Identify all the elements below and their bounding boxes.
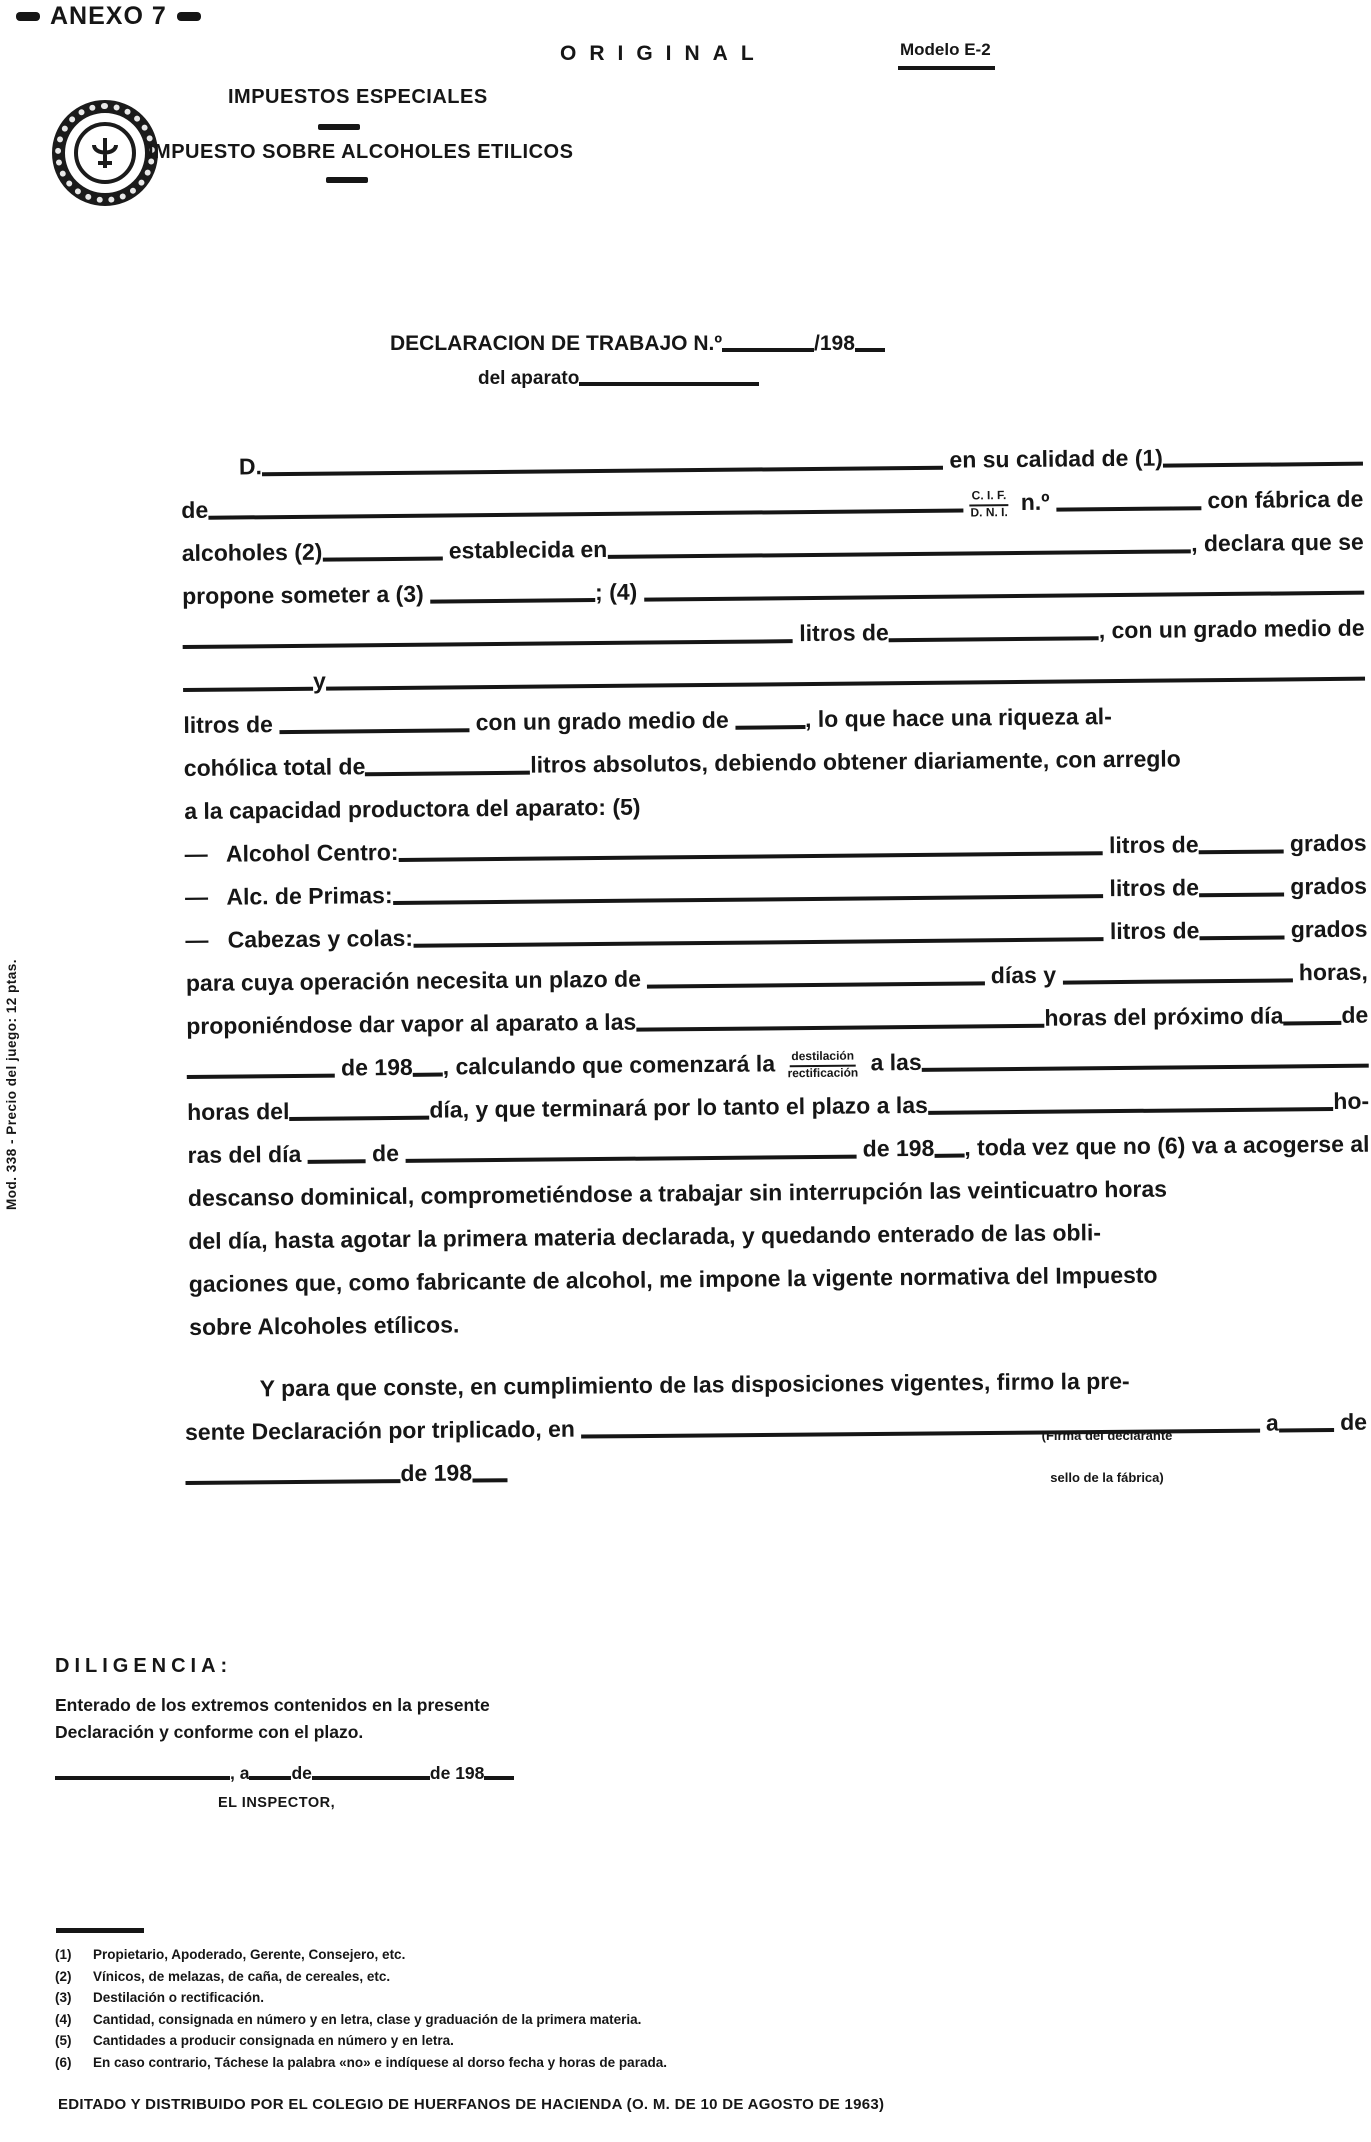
footnote-row [55, 1966, 975, 1988]
tax-department-title: IMPUESTOS ESPECIALES [228, 86, 488, 108]
copy-type-label: ORIGINAL [560, 42, 767, 65]
form-text: sente Declaración por triplicado, en [184, 1415, 582, 1445]
form-text: de [181, 496, 209, 524]
form-text: de [1333, 1408, 1368, 1435]
blank-field [484, 1772, 514, 1780]
blank-field [735, 721, 805, 730]
form-text: horas del próximo día [1044, 1002, 1284, 1031]
form-text: de [1341, 1001, 1369, 1028]
footnote-text: Cantidad, consignada en número y en letra, clase y graduación de la primera materia. [93, 2011, 642, 2027]
form-text: D. [238, 453, 263, 480]
option-top: destilación [789, 1050, 856, 1067]
form-text: grados [1284, 915, 1368, 943]
blank-field [889, 632, 1099, 642]
form-text: de [365, 1139, 406, 1167]
option-bottom: D. N. I. [970, 505, 1008, 520]
blank-field [279, 724, 469, 734]
form-text: a [1259, 1409, 1279, 1436]
form-text: /198 [814, 332, 855, 355]
blank-field [579, 378, 759, 386]
form-text: gaciones que, como fabricante de alcohol, me impone la vigente normativa del Impuesto [188, 1261, 1158, 1297]
form-text: litros de [1102, 831, 1199, 859]
blank-field [183, 683, 313, 692]
blank-field [289, 1112, 429, 1121]
footnote-number: (2) [55, 1968, 72, 1984]
form-text: de 198 [400, 1459, 473, 1487]
form-text: , calculando que comenzará la [442, 1050, 782, 1080]
form-text: días y [984, 961, 1063, 989]
form-text: — Cabezas y colas: [185, 924, 414, 953]
crest-icon [85, 133, 125, 173]
blank-field [312, 1772, 430, 1780]
form-text: litros de [1103, 917, 1200, 945]
form-text: del aparato [478, 368, 580, 389]
apparatus-subtitle [478, 356, 768, 390]
form-text: en su calidad de (1) [942, 444, 1164, 473]
form-text: día, y que terminará por lo tanto el plazo a las [429, 1091, 928, 1123]
signature-note-line: (Firma del declarante [1041, 1428, 1173, 1443]
footnote-row [55, 1987, 975, 2009]
form-text: horas, [1292, 958, 1368, 986]
form-text: ras del día [187, 1140, 308, 1168]
footnote-text: Propietario, Apoderado, Gerente, Consejero, etc. [93, 1947, 406, 1962]
form-text: — Alc. de Primas: [184, 882, 393, 910]
form-text: a la capacidad productora del aparato: (5) [184, 793, 641, 825]
dash-icon [177, 12, 201, 21]
blank-field [607, 545, 1191, 559]
form-text: descanso dominical, comprometiéndose a trabajar sin interrupción las veinticuatro horas [187, 1175, 1168, 1211]
annex-label [16, 2, 201, 31]
blank-field [1199, 845, 1284, 854]
footnote-row [55, 2052, 975, 2074]
separator-dash [318, 124, 360, 130]
diligencia-text-line: Enterado de los extremos contenidos en la presente [55, 1695, 490, 1715]
blank-field [55, 1772, 230, 1780]
form-text: grados [1283, 829, 1367, 857]
form-text: alcoholes (2) [181, 538, 323, 567]
footnote-rule [56, 1928, 144, 1933]
form-text: , lo que hace una riqueza al- [804, 703, 1112, 733]
blank-field [308, 1155, 366, 1164]
declaration-title [390, 318, 860, 356]
blank-field [1199, 888, 1284, 897]
form-text: de 198 [856, 1134, 935, 1162]
diligencia-text-line: Declaración y conforme con el plazo. [55, 1722, 364, 1742]
form-text: , declara que se [1191, 528, 1364, 557]
blank-field [1056, 502, 1201, 511]
blank-field [187, 1070, 335, 1079]
blank-field [1062, 974, 1292, 984]
footnotes [55, 1944, 975, 2073]
agency-seal [52, 100, 158, 206]
form-text: n.º [1014, 488, 1057, 516]
blank-field [928, 1103, 1334, 1115]
inspector-label: EL INSPECTOR, [218, 1795, 336, 1811]
option-bottom: rectificación [787, 1065, 859, 1081]
form-text: , a [230, 1763, 250, 1783]
blank-field [647, 977, 984, 988]
form-model-margin-text: Mod. 338 - Precio del juego: 12 ptas. [4, 958, 19, 1210]
annex-text: ANEXO 7 [50, 2, 167, 30]
seal-emblem-icon [74, 122, 136, 184]
blank-field [472, 1474, 507, 1482]
blank-field [322, 553, 442, 562]
form-text: horas del [187, 1098, 290, 1125]
footnote-number: (4) [55, 2011, 72, 2027]
blank-field [922, 1060, 1369, 1072]
blank-field [430, 594, 595, 604]
form-text: cohólica total de [183, 753, 366, 782]
blank-field [1199, 931, 1284, 940]
form-text: de 198 [429, 1763, 485, 1783]
diligencia-title: DILIGENCIA: [55, 1655, 233, 1677]
publisher-line: EDITADO Y DISTRIBUIDO POR EL COLEGIO DE HUERFANOS DE HACIENDA (O. M. DE 10 DE AGOSTO DE 1963) [58, 2096, 885, 2113]
dash-icon [16, 12, 40, 21]
blank-field [365, 767, 530, 777]
form-text: sobre Alcoholes etílicos. [189, 1311, 460, 1340]
form-body [181, 427, 1371, 1341]
tax-name-title: IMPUESTO SOBRE ALCOHOLES ETILICOS [148, 141, 574, 163]
footnote-text: Destilación o rectificación. [93, 1990, 265, 2005]
blank-field [722, 344, 814, 352]
diligencia-section [55, 1655, 695, 1784]
form-text: ho- [1333, 1087, 1370, 1114]
declaration-title-line [390, 318, 860, 356]
form-text: para cuya operación necesita un plazo de [185, 965, 648, 996]
model-number-label: Modelo E-2 [898, 40, 995, 70]
form-text: del día, hasta agotar la primera materia declarada, y quedando enterado de las obli- [188, 1219, 1102, 1254]
diligencia-date-line [55, 1746, 695, 1784]
blank-field [855, 344, 885, 352]
footnote-text: En caso contrario, Táchese la palabra «no» e indíquese al dorso fecha y horas de parada. [93, 2054, 667, 2070]
footnote-number: (6) [55, 2054, 72, 2070]
blank-field [185, 1475, 400, 1485]
signature-note-line: sello de la fábrica) [1050, 1470, 1164, 1485]
separator-dash [326, 177, 368, 183]
blank-field [183, 635, 793, 649]
option-top: C. I. F. [970, 489, 1009, 506]
form-text: proponiéndose dar vapor al aparato a las [186, 1008, 637, 1039]
form-text: de [291, 1763, 312, 1783]
form-text: grados [1283, 872, 1368, 900]
form-text: litros de [1102, 874, 1200, 902]
form-text: , toda vez que no (6) va a acogerse al [964, 1130, 1370, 1161]
form-text: y [312, 667, 326, 694]
form-text: con fábrica de [1200, 485, 1364, 514]
form-text: con un grado medio de [469, 706, 736, 736]
form-text: , con un grado medio de [1098, 614, 1365, 644]
footnote-row [55, 1944, 975, 1966]
footnote-number: (3) [55, 1990, 72, 2005]
footnote-number: (5) [55, 2033, 72, 2048]
apparatus-line [478, 356, 768, 390]
signature-note [952, 1428, 1262, 1512]
blank-field [934, 1150, 964, 1158]
blank-field [1163, 458, 1363, 468]
form-text: a las [864, 1048, 922, 1076]
footnote-number: (1) [55, 1947, 72, 1962]
form-text: litros absolutos, debiendo obtener diariamente, con arreglo [530, 745, 1181, 778]
form-text: — Alcohol Centro: [184, 838, 399, 868]
form-text: DECLARACION DE TRABAJO N.º [390, 332, 723, 355]
footnote-text: Cantidades a producir consignada en número y en letra. [93, 2033, 454, 2048]
footnote-text: Vínicos, de melazas, de caña, de cereales, etc. [93, 1968, 391, 1984]
blank-field [249, 1772, 291, 1780]
form-text: establecida en [442, 535, 608, 564]
form-text: propone someter a (3) [182, 580, 431, 610]
form-text: Y para que conste, en cumplimiento de las disposiciones vigentes, firmo la pre- [259, 1367, 1130, 1402]
footnote-row [55, 2009, 975, 2031]
blank-field [1283, 1017, 1341, 1026]
footnote-row [55, 2030, 975, 2052]
blank-field [413, 1069, 443, 1077]
blank-field [1279, 1424, 1334, 1432]
stacked-option-label [970, 489, 1009, 520]
blank-field [405, 1151, 856, 1163]
stacked-option-label [787, 1050, 858, 1081]
form-text: litros de [183, 711, 280, 739]
form-text: litros de [792, 619, 889, 647]
blank-field [636, 1020, 1044, 1032]
form-text: ; (4) [594, 578, 644, 606]
form-text: de 198 [334, 1053, 413, 1081]
